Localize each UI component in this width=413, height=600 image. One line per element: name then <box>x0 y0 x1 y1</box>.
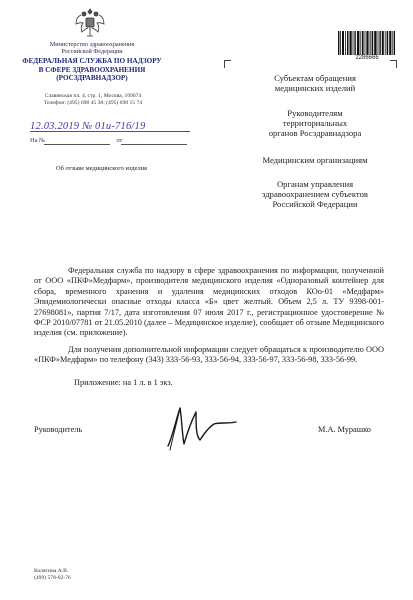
addressee-group <box>230 73 400 93</box>
body-paragraph: Для получения дополнительной информации следует обращаться к производителю ООО «ПКФ»Медфарм» по телефону (343) 333-56-93, 333-56-94, 333-56-97, 333-56-98, 333-56-99. <box>34 344 384 365</box>
addressee-line: Медицинским организациям <box>262 155 368 165</box>
reference-number-underline <box>44 144 110 145</box>
address-bracket-right <box>390 60 397 68</box>
handwritten-signature-icon <box>160 400 242 458</box>
address-line: Славянская пл. 4, стр. 1, Москва, 109074 <box>44 93 142 99</box>
addressee-group <box>230 155 400 165</box>
addressee-group <box>230 179 400 210</box>
ministry-line: Российской Федерации <box>61 48 123 56</box>
ministry-name <box>32 41 152 56</box>
service-line: ФЕДЕРАЛЬНАЯ СЛУЖБА ПО НАДЗОРУ <box>22 57 162 65</box>
service-line: В СФЕРЕ ЗДРАВООХРАНЕНИЯ <box>38 65 146 74</box>
addressee-line: Российской Федерации <box>272 199 358 210</box>
addressee-line: Субъектам обращения <box>274 73 356 83</box>
coat-of-arms-icon <box>73 6 107 40</box>
attachment-note: Приложение: на 1 л. в 1 экз. <box>74 378 173 387</box>
addressee-group <box>230 108 400 139</box>
ot-label: от <box>116 137 123 144</box>
addressee-line: здравоохранением субъектов <box>262 189 368 200</box>
addressee-line: медицинских изделий <box>274 83 356 94</box>
sender-address <box>27 93 159 107</box>
address-bracket-left <box>224 60 231 68</box>
barcode-icon <box>338 31 395 55</box>
address-line: Телефон: (495) 698 45 38; (495) 698 15 74 <box>43 100 143 106</box>
registration-number: 12.03.2019 № 01и-716/19 <box>30 121 146 132</box>
signer-role: Руководитель <box>34 425 83 434</box>
service-line: (РОСЗДРАВНАДЗОР) <box>56 74 128 83</box>
reference-date-underline <box>121 144 187 145</box>
body-paragraph: Федеральная служба по надзору в сфере здравоохранения по информации, полученной от ООО «ПКФ»Медфарм», производителя медицинского изделия «Одноразовый контейнер для сбора, временного хранения и удаления медицинских отходов КОо-01 «Медфарм» Эпидемиологически опасные отходы класса «Б» цвет желтый. Объем 2,5 л. ТУ 9398-001-27698081», партия 7/17, дата изготовления 07 июля 2017 г., регистрационное удостоверение № ФСР 2010/07781 от 21.05.2010 (далее – Медицинское изделие), сообщает об отзыве Медицинского изделия (см. приложение). <box>34 266 384 338</box>
service-name <box>18 57 166 83</box>
addressee-line: территориальных <box>282 118 348 129</box>
addressee-line: Органам управления <box>276 179 354 189</box>
contact-info <box>34 568 71 582</box>
reference-line <box>30 137 122 144</box>
ministry-line: Министерство здравоохранения <box>49 41 135 48</box>
contact-name: Колягина А.В. <box>34 568 69 574</box>
addressee-line: органов Росздравнадзора <box>268 128 362 139</box>
addressee-line: Руководителям <box>287 108 343 118</box>
barcode-number: 2286666 <box>355 55 379 61</box>
na-label: На № <box>30 137 46 144</box>
registration-underline <box>30 131 190 132</box>
letter-body <box>34 266 384 366</box>
signer-name: М.А. Мурашко <box>318 425 371 434</box>
letter-subject: Об отзыве медицинского изделия <box>56 165 147 172</box>
contact-phone: (499) 578-02-76 <box>34 575 71 581</box>
